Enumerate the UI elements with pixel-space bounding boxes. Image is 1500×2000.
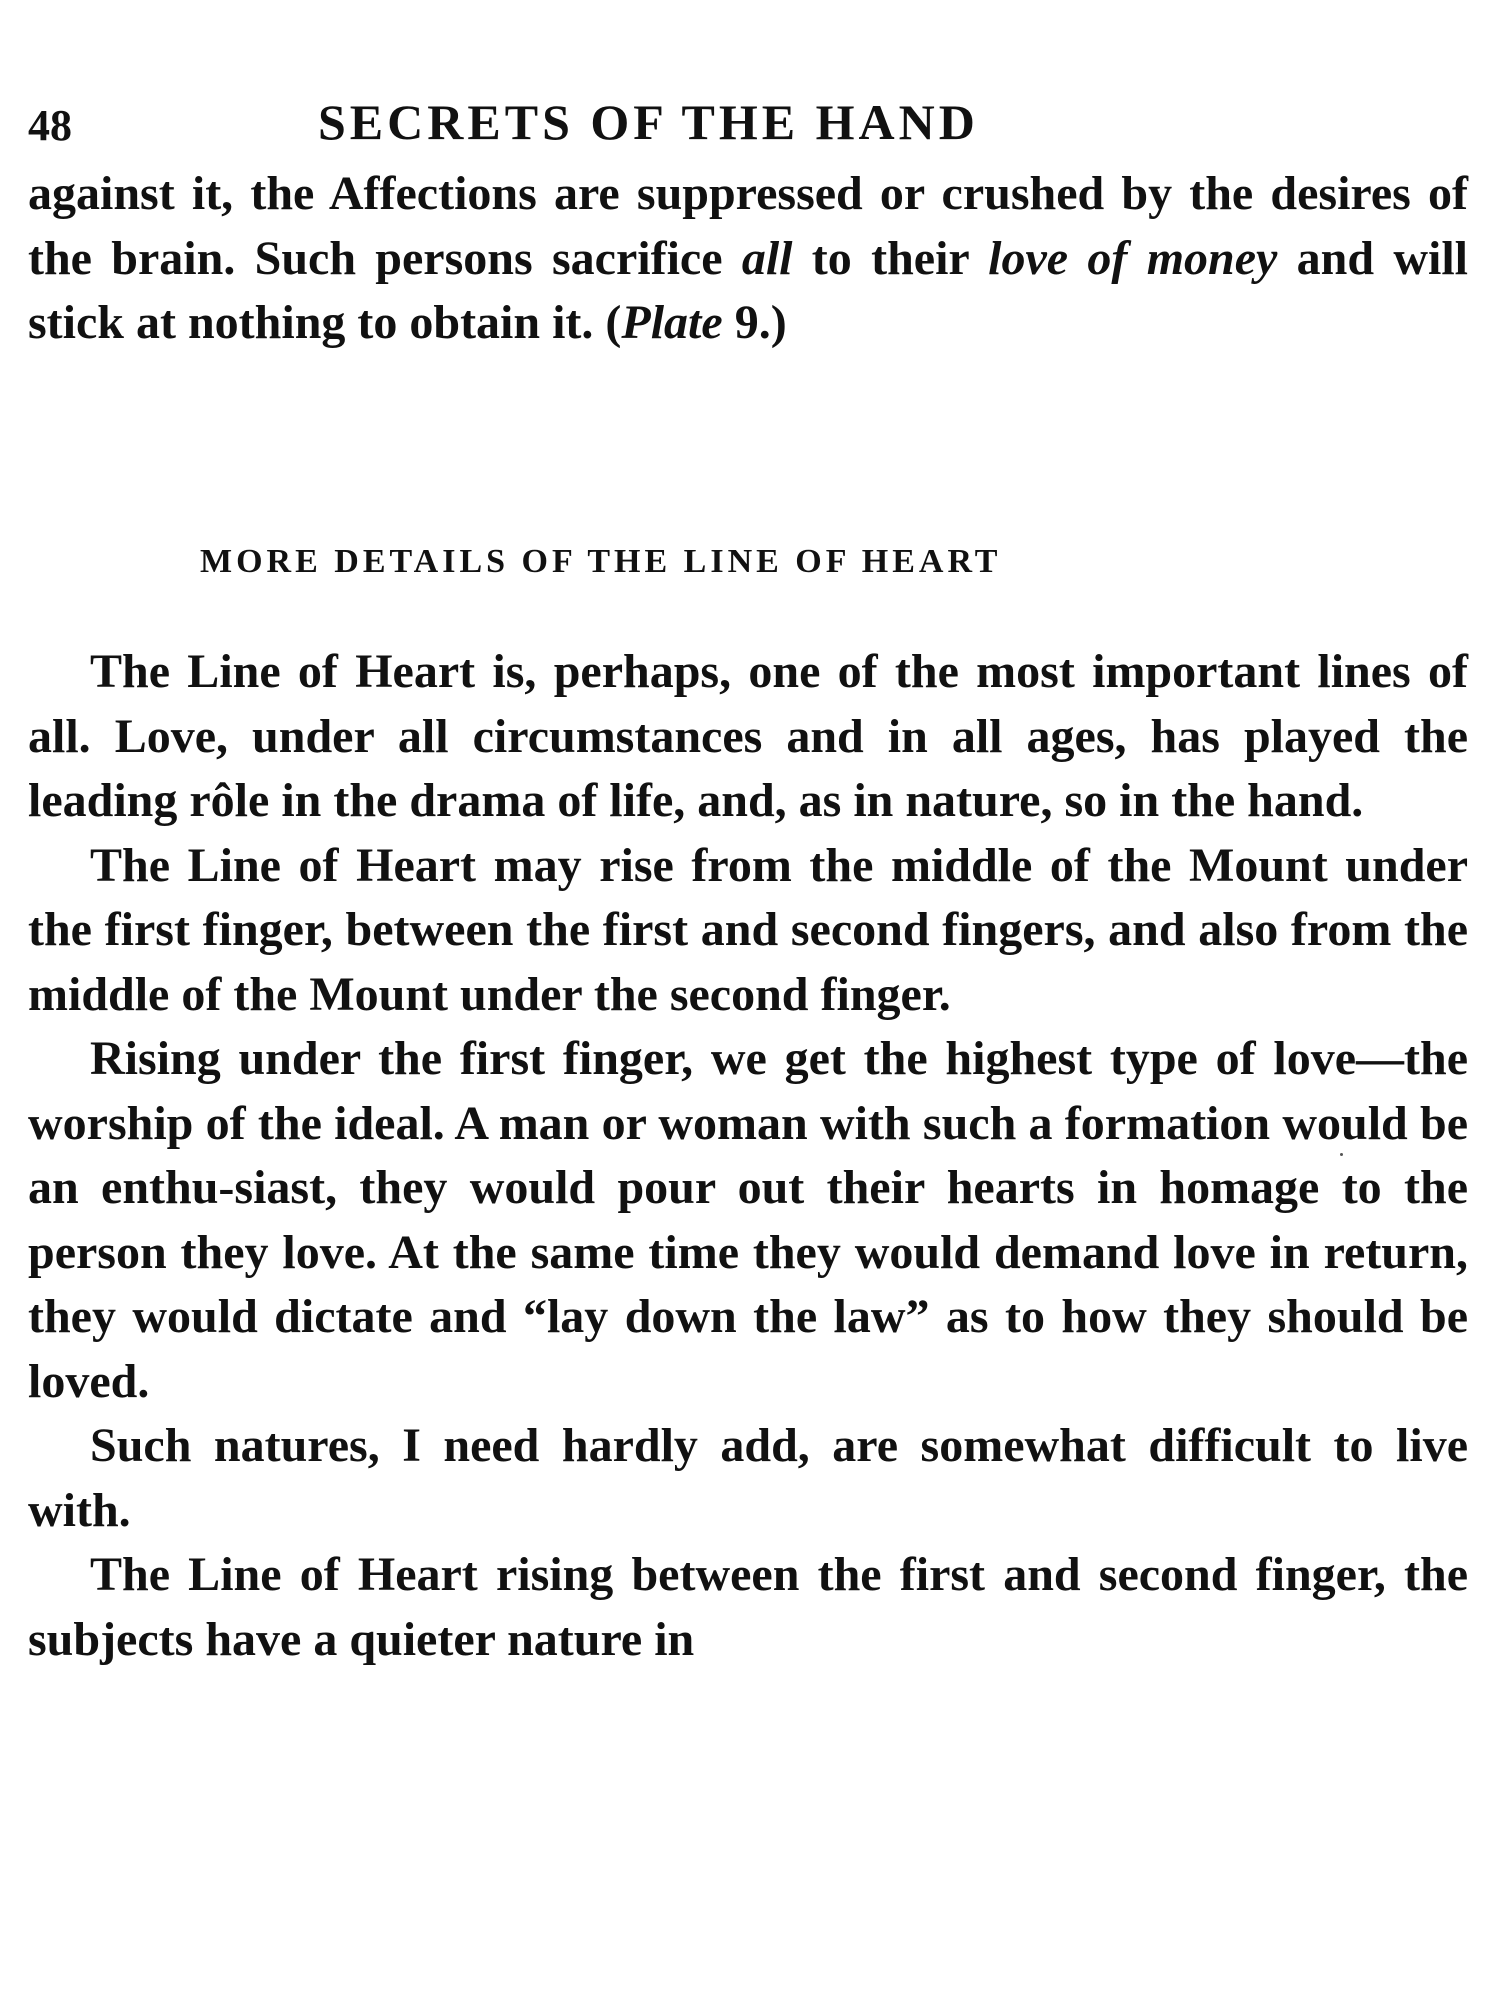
italic-run: all: [741, 231, 793, 285]
text-run: and will stick at nothing to obtain it. (: [28, 231, 1468, 349]
text-run: against it, the Affections are suppressed or crushed by the desires of the brain. Such persons sacrifice: [28, 167, 1468, 285]
paragraph: The Line of Heart may rise from the middle of the Mount under the first finger, between the first and second fingers, and also from the middle of the Mount under the second finger.: [28, 838, 1468, 1021]
italic-run: Plate: [621, 296, 723, 349]
continuation-text: [28, 162, 1468, 356]
text-run: to their: [792, 231, 989, 285]
paragraph: Such natures, I need hardly add, are somewhat difficult to live with.: [28, 1419, 1468, 1537]
continuation-paragraph: [28, 162, 1468, 356]
section-heading: MORE DETAILS OF THE LINE OF HEART: [200, 543, 1002, 580]
page-header: [28, 92, 1178, 152]
body-text: [28, 640, 1468, 1672]
text-run: 9.): [722, 296, 787, 349]
paragraph: Rising under the first finger, we get the highest type of love—the worship of the ideal. A man or woman with such a formation would be an enthu-siast, they would pour out their hearts in homage to the person they love. At the same time they would demand love in return, they would dictate and “lay down the law” as to how they should be loved.: [28, 1032, 1468, 1408]
running-head: SECRETS OF THE HAND: [318, 94, 979, 150]
paragraph: The Line of Heart is, perhaps, one of the most important lines of all. Love, under all circumstances and in all ages, has played the leading rôle in the drama of life, and, as in nature, so in the hand.: [28, 645, 1468, 827]
paragraph: The Line of Heart rising between the first and second finger, the subjects have a quieter nature in: [28, 1548, 1468, 1666]
page-number: 48: [28, 101, 72, 150]
italic-run: love of money: [988, 231, 1278, 285]
ink-speck: [1340, 1153, 1343, 1156]
